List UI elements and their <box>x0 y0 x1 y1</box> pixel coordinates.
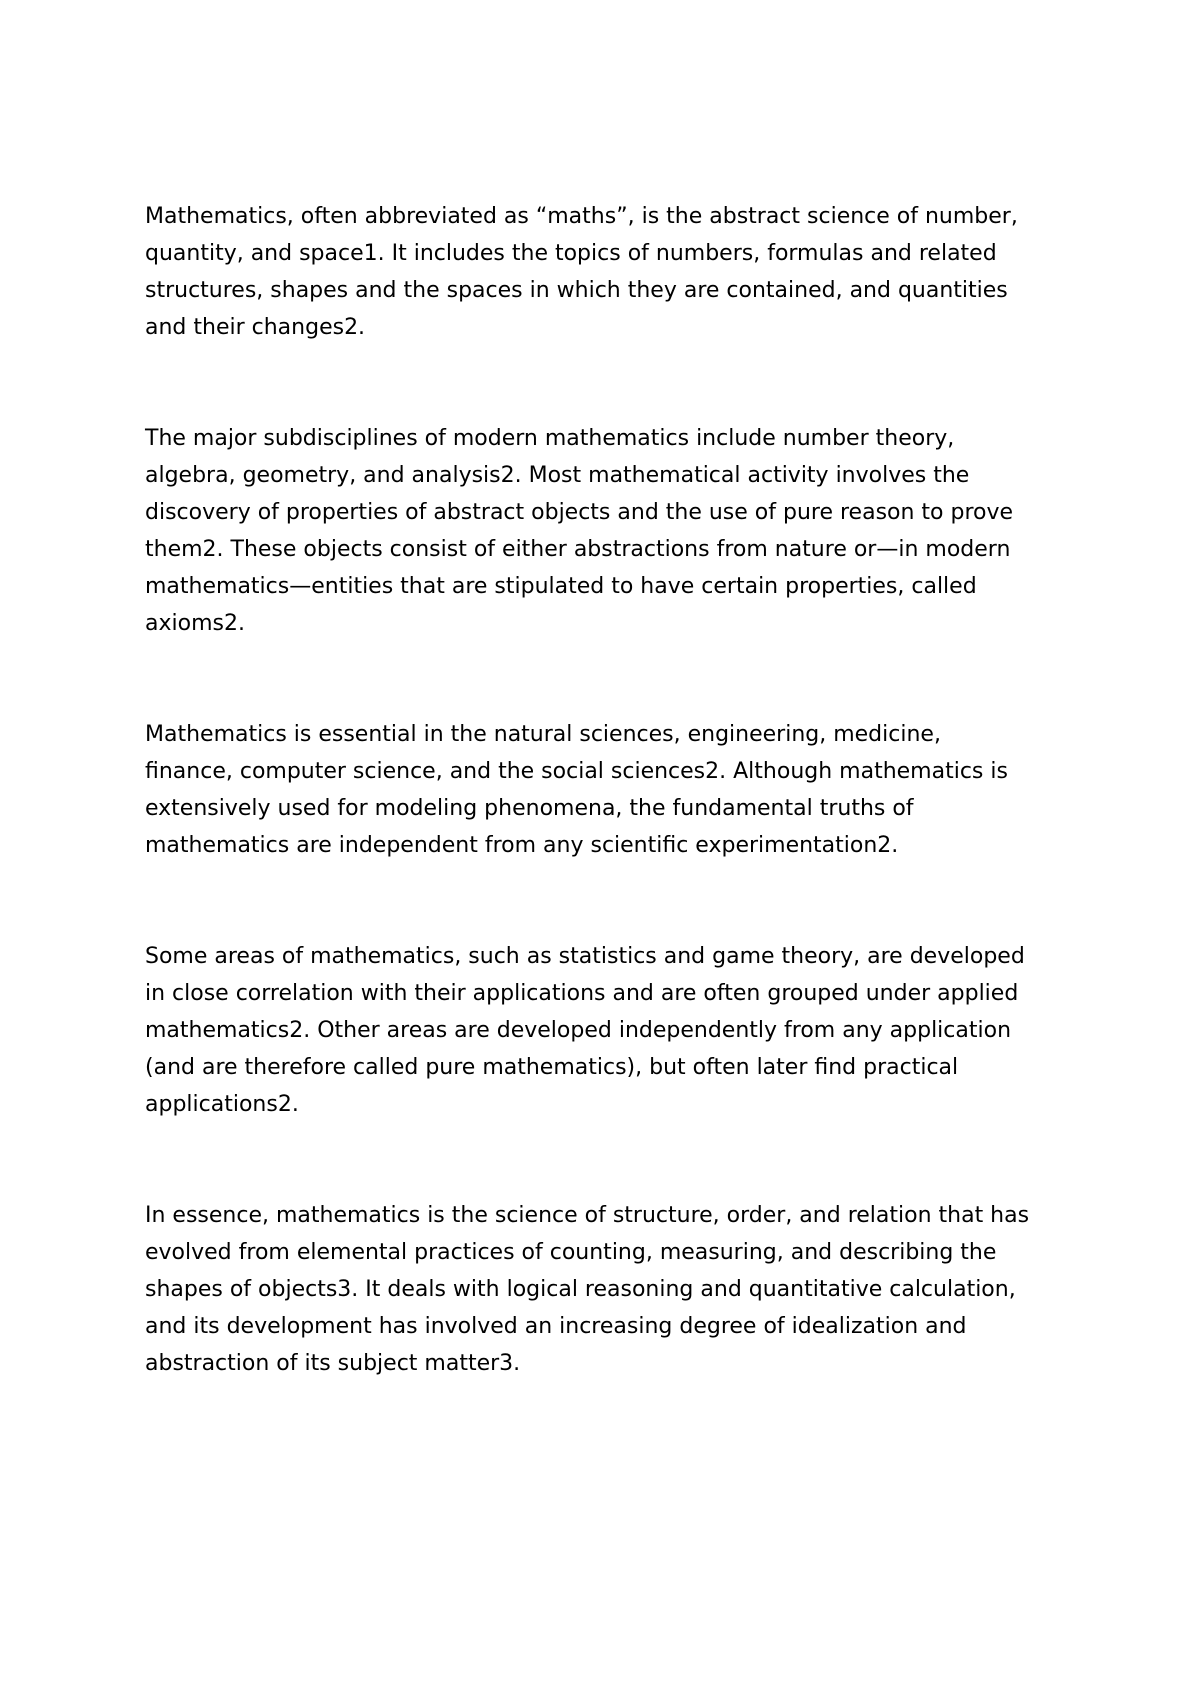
paragraph-3: Mathematics is essential in the natural sciences, engineering, medicine, finance, computer science, and the social sciences2. Although mathematics is extensively used for modeling phenomena, the fundamental truths of mathematics are independent from any scientific experimentation2. <box>145 722 1008 858</box>
paragraph-1: Mathematics, often abbreviated as “maths”, is the abstract science of number, quantity, and space1. It includes the topics of numbers, formulas and related structures, shapes and the spaces in which they are contained, and quantities and their changes2. <box>145 204 1018 340</box>
paragraph-5: In essence, mathematics is the science of structure, order, and relation that has evolved from elemental practices of counting, measuring, and describing the shapes of objects3. It deals with logical reasoning and quantitative calculation, and its development has involved an increasing degree of idealization and abstraction of its subject matter3. <box>145 1203 1030 1376</box>
document-body <box>145 198 1065 1382</box>
paragraph-4: Some areas of mathematics, such as statistics and game theory, are developed in close correlation with their applications and are often grouped under applied mathematics2. Other areas are developed independently from any application (and are therefore called pure mathematics), but often later find practical applications2. <box>145 944 1025 1117</box>
paragraph-2: The major subdisciplines of modern mathematics include number theory, algebra, geometry, and analysis2. Most mathematical activity involves the discovery of properties of abstract objects and the use of pure reason to prove them2. These objects consist of either abstractions from nature or—in modern mathematics—entities that are stipulated to have certain properties, called axioms2. <box>145 426 1014 636</box>
